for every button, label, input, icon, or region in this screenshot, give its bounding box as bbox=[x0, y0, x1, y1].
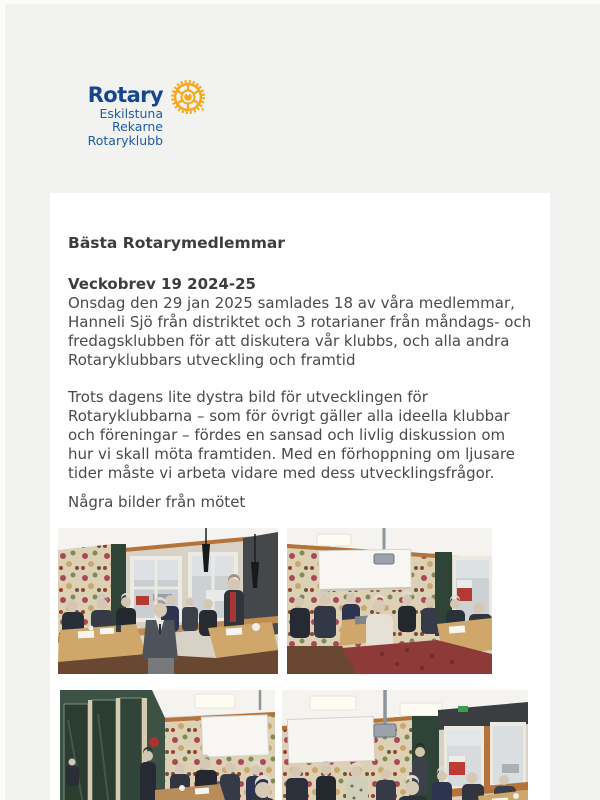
meeting-photo-4 bbox=[282, 690, 528, 800]
greeting-heading: Bästa Rotarymedlemmar bbox=[68, 234, 285, 252]
meeting-photo-1 bbox=[58, 528, 278, 674]
org-name-line2: Rotaryklubb bbox=[87, 133, 163, 148]
meeting-photo-3 bbox=[60, 690, 275, 800]
photo-row-1 bbox=[58, 528, 550, 674]
paragraph-2: Trots dagens lite dystra bild för utvecklingen för Rotaryklubbarna – som för övrigt gäller alla ideella klubbar och föreningar – fördes en sansad och livlig diskussion om hur vi skall möta framtiden. Med en förhoppning om ljusare tider måste vi arbeta vidare med dess utvecklingsfrågor. bbox=[68, 388, 516, 482]
org-name-line1: Eskilstuna Rekarne bbox=[99, 106, 163, 134]
photo-grid bbox=[50, 528, 550, 800]
logo-text bbox=[51, 84, 163, 148]
content-card bbox=[50, 193, 550, 800]
paragraph-1: Onsdag den 29 jan 2025 samlades 18 av våra medlemmar, Hanneli Sjö från distriktet och 3 rotarianer från måndags- och fredagsklubben för att diskutera vår klubbs, och alla andra Rotaryklubbars utveckling och framtid bbox=[68, 294, 532, 369]
rotary-wheel-icon bbox=[169, 78, 207, 116]
meeting-photo-2 bbox=[287, 528, 492, 674]
newsletter-section bbox=[68, 275, 532, 370]
rotary-logo bbox=[53, 78, 207, 148]
photos-caption: Några bilder från mötet bbox=[68, 493, 246, 511]
photo-row-2 bbox=[58, 690, 550, 800]
newsletter-title: Veckobrev 19 2024-25 bbox=[68, 275, 256, 293]
rotary-wordmark: Rotary bbox=[87, 83, 163, 107]
